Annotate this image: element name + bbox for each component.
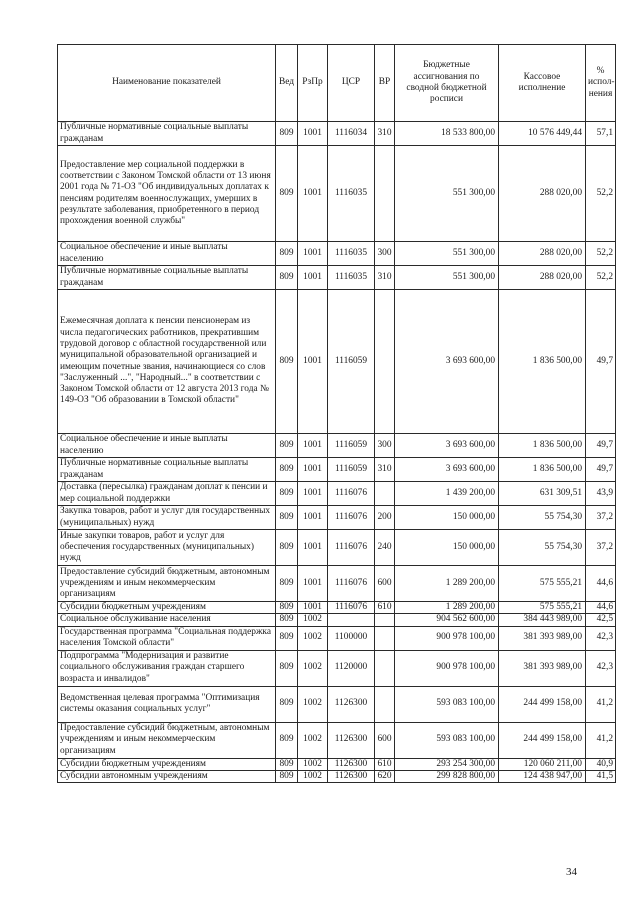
table-row <box>58 434 616 458</box>
cell-vr <box>375 290 395 434</box>
budget-table <box>57 44 616 783</box>
cell-rzpr: 1001 <box>298 530 328 566</box>
cell-rzpr: 1001 <box>298 242 328 266</box>
cell-budget: 150 000,00 <box>395 530 499 566</box>
cell-vr: 310 <box>375 122 395 146</box>
cell-name: Ведомственная целевая программа "Оптимизация системы оказания социальных услуг" <box>58 686 276 722</box>
table-row <box>58 530 616 566</box>
cell-budget: 1 439 200,00 <box>395 482 499 506</box>
cell-rzpr: 1001 <box>298 290 328 434</box>
table-row <box>58 722 616 758</box>
cell-name: Социальное обеспечение и иные выплаты населению <box>58 242 276 266</box>
cell-csr: 1126300 <box>328 770 375 782</box>
cell-ved: 809 <box>276 482 298 506</box>
cell-rzpr: 1002 <box>298 650 328 686</box>
cell-ved: 809 <box>276 530 298 566</box>
cell-ved: 809 <box>276 122 298 146</box>
cell-budget: 1 289 200,00 <box>395 602 499 614</box>
cell-budget: 551 300,00 <box>395 242 499 266</box>
cell-cash: 288 020,00 <box>499 266 586 290</box>
cell-vr <box>375 626 395 650</box>
cell-name: Социальное обеспечение и иные выплаты населению <box>58 434 276 458</box>
cell-cash: 124 438 947,00 <box>499 770 586 782</box>
cell-cash: 384 443 989,00 <box>499 614 586 626</box>
cell-budget: 904 562 600,00 <box>395 614 499 626</box>
cell-budget: 150 000,00 <box>395 506 499 530</box>
cell-ved: 809 <box>276 506 298 530</box>
cell-name: Субсидии бюджетным учреждениям <box>58 758 276 770</box>
cell-vr <box>375 614 395 626</box>
cell-ved: 809 <box>276 242 298 266</box>
cell-rzpr: 1001 <box>298 458 328 482</box>
cell-name: Предоставление субсидий бюджетным, автономным учреждениям и иным некоммерческим организациям <box>58 566 276 602</box>
cell-cash: 381 393 989,00 <box>499 650 586 686</box>
cell-csr: 1116059 <box>328 290 375 434</box>
cell-ved: 809 <box>276 626 298 650</box>
cell-pct: 41,2 <box>586 722 616 758</box>
cell-rzpr: 1001 <box>298 566 328 602</box>
cell-csr <box>328 614 375 626</box>
cell-ved: 809 <box>276 290 298 434</box>
cell-pct: 42,3 <box>586 626 616 650</box>
cell-ved: 809 <box>276 266 298 290</box>
cell-cash: 288 020,00 <box>499 146 586 242</box>
header-csr: ЦСР <box>328 45 375 122</box>
cell-ved: 809 <box>276 722 298 758</box>
cell-cash: 244 499 158,00 <box>499 722 586 758</box>
cell-vr <box>375 686 395 722</box>
cell-budget: 3 693 600,00 <box>395 458 499 482</box>
cell-budget: 3 693 600,00 <box>395 434 499 458</box>
cell-name: Публичные нормативные социальные выплаты гражданам <box>58 266 276 290</box>
cell-name: Социальное обслуживание населения <box>58 614 276 626</box>
cell-rzpr: 1002 <box>298 686 328 722</box>
table-row <box>58 626 616 650</box>
cell-pct: 41,5 <box>586 770 616 782</box>
cell-csr: 1100000 <box>328 626 375 650</box>
cell-vr: 310 <box>375 458 395 482</box>
cell-name: Предоставление субсидий бюджетным, автономным учреждениям и иным некоммерческим организациям <box>58 722 276 758</box>
cell-pct: 52,2 <box>586 242 616 266</box>
cell-cash: 288 020,00 <box>499 242 586 266</box>
page-number: 34 <box>566 866 577 878</box>
cell-pct: 49,7 <box>586 290 616 434</box>
cell-vr: 300 <box>375 242 395 266</box>
cell-pct: 41,2 <box>586 686 616 722</box>
cell-cash: 120 060 211,00 <box>499 758 586 770</box>
cell-budget: 18 533 800,00 <box>395 122 499 146</box>
cell-pct: 37,2 <box>586 530 616 566</box>
cell-cash: 631 309,51 <box>499 482 586 506</box>
cell-vr: 620 <box>375 770 395 782</box>
cell-pct: 52,2 <box>586 146 616 242</box>
cell-pct: 42,3 <box>586 650 616 686</box>
table-row <box>58 566 616 602</box>
cell-name: Закупка товаров, работ и услуг для государственных (муниципальных) нужд <box>58 506 276 530</box>
table-row <box>58 686 616 722</box>
cell-ved: 809 <box>276 758 298 770</box>
cell-budget: 551 300,00 <box>395 266 499 290</box>
cell-rzpr: 1001 <box>298 146 328 242</box>
cell-pct: 43,9 <box>586 482 616 506</box>
cell-budget: 551 300,00 <box>395 146 499 242</box>
cell-rzpr: 1001 <box>298 602 328 614</box>
cell-vr: 610 <box>375 602 395 614</box>
cell-csr: 1116076 <box>328 530 375 566</box>
cell-vr: 310 <box>375 266 395 290</box>
cell-name: Подпрограмма "Модернизация и развитие социального обслуживания граждан старшего возраста и инвалидов" <box>58 650 276 686</box>
cell-vr <box>375 482 395 506</box>
cell-cash: 1 836 500,00 <box>499 434 586 458</box>
header-vr: ВР <box>375 45 395 122</box>
cell-rzpr: 1001 <box>298 506 328 530</box>
cell-budget: 3 693 600,00 <box>395 290 499 434</box>
cell-rzpr: 1002 <box>298 758 328 770</box>
header-rzpr: РзПр <box>298 45 328 122</box>
header-cash: Кассовое исполнение <box>499 45 586 122</box>
cell-csr: 1116034 <box>328 122 375 146</box>
cell-ved: 809 <box>276 566 298 602</box>
cell-ved: 809 <box>276 614 298 626</box>
cell-budget: 593 083 100,00 <box>395 686 499 722</box>
cell-pct: 52,2 <box>586 266 616 290</box>
cell-cash: 55 754,30 <box>499 506 586 530</box>
cell-ved: 809 <box>276 146 298 242</box>
cell-rzpr: 1001 <box>298 266 328 290</box>
cell-name: Предоставление мер социальной поддержки в соответствии с Законом Томской области от 13 июня 2001 года № 71-ОЗ "Об индивидуальных доплатах к пенсиям родителям военнослужащих, умерших в результате заболевания, приобретенного в период прохождения военной службы" <box>58 146 276 242</box>
cell-pct: 57,1 <box>586 122 616 146</box>
cell-rzpr: 1002 <box>298 770 328 782</box>
table-body <box>58 122 616 783</box>
cell-cash: 1 836 500,00 <box>499 290 586 434</box>
cell-vr: 600 <box>375 566 395 602</box>
cell-name: Субсидии бюджетным учреждениям <box>58 602 276 614</box>
cell-vr <box>375 650 395 686</box>
cell-ved: 809 <box>276 770 298 782</box>
table-row <box>58 614 616 626</box>
cell-rzpr: 1001 <box>298 434 328 458</box>
table-row <box>58 770 616 782</box>
cell-cash: 381 393 989,00 <box>499 626 586 650</box>
cell-name: Субсидии автономным учреждениям <box>58 770 276 782</box>
cell-pct: 44,6 <box>586 602 616 614</box>
cell-csr: 1116059 <box>328 458 375 482</box>
cell-pct: 49,7 <box>586 434 616 458</box>
cell-csr: 1126300 <box>328 758 375 770</box>
cell-csr: 1116076 <box>328 506 375 530</box>
cell-ved: 809 <box>276 650 298 686</box>
header-pct: % испол-нения <box>586 45 616 122</box>
cell-cash: 10 576 449,44 <box>499 122 586 146</box>
cell-csr: 1116076 <box>328 602 375 614</box>
cell-name: Ежемесячная доплата к пенсии пенсионерам из числа педагогических работников, прекратившим трудовой договор с областной государственной или муниципальной образовательной организацией и имеющим почетные звания, начинающиеся со слов "Заслуженный ...", "Народный..." в соответствии с Законом Томской области от 12 августа 2013 года № 149-ОЗ "Об образовании в Томской области" <box>58 290 276 434</box>
table-row <box>58 146 616 242</box>
table-row <box>58 122 616 146</box>
cell-vr: 610 <box>375 758 395 770</box>
cell-vr: 200 <box>375 506 395 530</box>
cell-pct: 37,2 <box>586 506 616 530</box>
cell-cash: 244 499 158,00 <box>499 686 586 722</box>
cell-cash: 575 555,21 <box>499 602 586 614</box>
cell-pct: 49,7 <box>586 458 616 482</box>
cell-csr: 1116076 <box>328 566 375 602</box>
table-row <box>58 482 616 506</box>
cell-csr: 1116059 <box>328 434 375 458</box>
cell-vr: 600 <box>375 722 395 758</box>
cell-csr: 1126300 <box>328 686 375 722</box>
table-row <box>58 458 616 482</box>
header-name: Наименование показателей <box>58 45 276 122</box>
cell-name: Государственная программа "Социальная поддержка населения Томской области" <box>58 626 276 650</box>
table-row <box>58 650 616 686</box>
cell-ved: 809 <box>276 434 298 458</box>
table-row <box>58 266 616 290</box>
header-ved: Вед <box>276 45 298 122</box>
cell-budget: 299 828 800,00 <box>395 770 499 782</box>
cell-name: Публичные нормативные социальные выплаты гражданам <box>58 458 276 482</box>
cell-name: Иные закупки товаров, работ и услуг для обеспечения государственных (муниципальных) нужд <box>58 530 276 566</box>
cell-budget: 900 978 100,00 <box>395 626 499 650</box>
cell-cash: 55 754,30 <box>499 530 586 566</box>
table-row <box>58 506 616 530</box>
cell-csr: 1116035 <box>328 146 375 242</box>
cell-csr: 1126300 <box>328 722 375 758</box>
cell-csr: 1116076 <box>328 482 375 506</box>
table-row <box>58 602 616 614</box>
cell-pct: 44,6 <box>586 566 616 602</box>
header-budget: Бюджетные ассигнования по сводной бюджетной росписи <box>395 45 499 122</box>
cell-ved: 809 <box>276 686 298 722</box>
cell-csr: 1116035 <box>328 266 375 290</box>
cell-rzpr: 1002 <box>298 626 328 650</box>
cell-rzpr: 1002 <box>298 614 328 626</box>
cell-pct: 40,9 <box>586 758 616 770</box>
cell-pct: 42,5 <box>586 614 616 626</box>
cell-rzpr: 1001 <box>298 482 328 506</box>
table-header-row <box>58 45 616 122</box>
cell-budget: 1 289 200,00 <box>395 566 499 602</box>
table-row <box>58 242 616 266</box>
cell-csr: 1116035 <box>328 242 375 266</box>
table-row <box>58 758 616 770</box>
cell-rzpr: 1002 <box>298 722 328 758</box>
cell-cash: 1 836 500,00 <box>499 458 586 482</box>
cell-budget: 293 254 300,00 <box>395 758 499 770</box>
cell-rzpr: 1001 <box>298 122 328 146</box>
cell-vr <box>375 146 395 242</box>
cell-vr: 300 <box>375 434 395 458</box>
cell-csr: 1120000 <box>328 650 375 686</box>
cell-budget: 900 978 100,00 <box>395 650 499 686</box>
cell-ved: 809 <box>276 602 298 614</box>
cell-name: Доставка (пересылка) гражданам доплат к пенсии и мер социальной поддержки <box>58 482 276 506</box>
cell-ved: 809 <box>276 458 298 482</box>
cell-cash: 575 555,21 <box>499 566 586 602</box>
cell-vr: 240 <box>375 530 395 566</box>
table-row <box>58 290 616 434</box>
cell-budget: 593 083 100,00 <box>395 722 499 758</box>
cell-name: Публичные нормативные социальные выплаты гражданам <box>58 122 276 146</box>
